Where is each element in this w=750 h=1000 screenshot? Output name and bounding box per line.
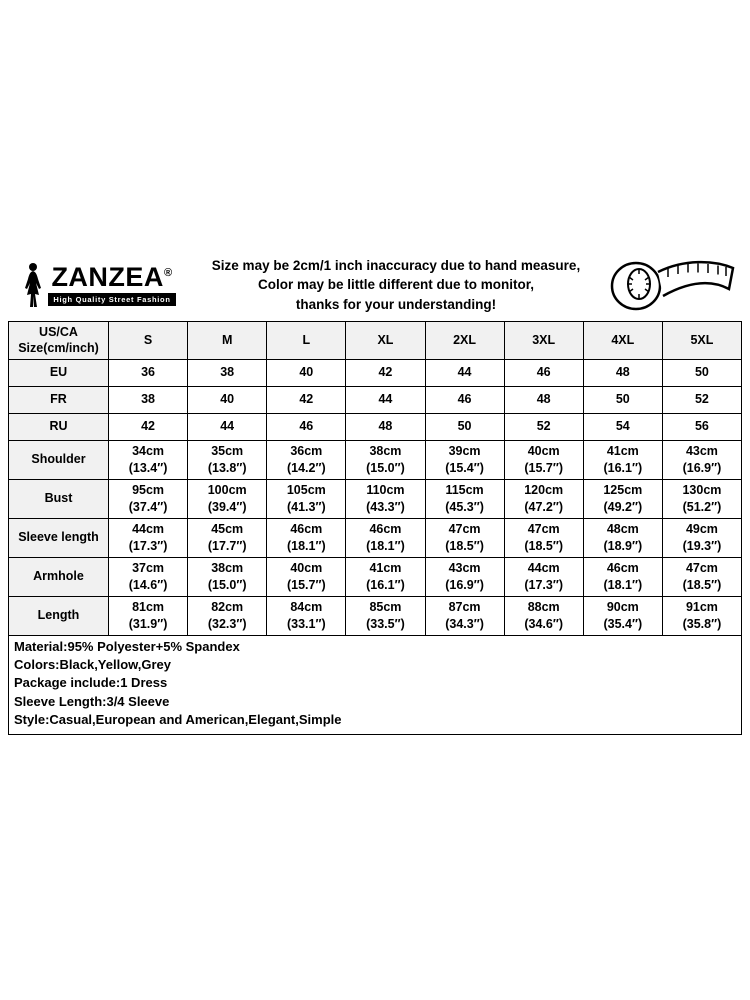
size-cell: 40cm (15.7″) xyxy=(267,557,346,596)
size-cell: 105cm (41.3″) xyxy=(267,479,346,518)
disclaimer-line-3: thanks for your understanding! xyxy=(295,296,497,312)
size-cell: 87cm (34.3″) xyxy=(425,596,504,635)
brand-logo xyxy=(8,262,190,308)
size-cell: 47cm (18.5″) xyxy=(504,518,583,557)
size-cell: 43cm (16.9″) xyxy=(425,557,504,596)
row-label: FR xyxy=(9,386,109,413)
table-row xyxy=(9,413,742,440)
size-cell: 44cm (17.3″) xyxy=(504,557,583,596)
column-header: L xyxy=(267,322,346,360)
size-cell: 41cm (16.1″) xyxy=(583,440,662,479)
brand-name-text: ZANZEA xyxy=(51,262,164,292)
row-label: Bust xyxy=(9,479,109,518)
size-cell: 34cm (13.4″) xyxy=(109,440,188,479)
table-row xyxy=(9,479,742,518)
size-cell: 35cm (13.8″) xyxy=(188,440,267,479)
size-cell: 38 xyxy=(188,359,267,386)
size-cell: 40 xyxy=(188,386,267,413)
size-cell: 56 xyxy=(662,413,741,440)
row-label: Shoulder xyxy=(9,440,109,479)
size-cell: 49cm (19.3″) xyxy=(662,518,741,557)
size-cell: 125cm (49.2″) xyxy=(583,479,662,518)
size-cell: 38cm (15.0″) xyxy=(188,557,267,596)
size-cell: 85cm (33.5″) xyxy=(346,596,425,635)
registered-mark: ® xyxy=(163,267,173,279)
measuring-tape-icon xyxy=(602,255,742,315)
product-info-line: Style:Casual,European and American,Elegant,Simple xyxy=(14,712,342,728)
disclaimer-line-2: Color may be little different due to monitor, xyxy=(257,277,535,293)
size-cell: 42 xyxy=(346,359,425,386)
row-label: Sleeve length xyxy=(9,518,109,557)
size-cell: 44 xyxy=(346,386,425,413)
size-cell: 41cm (16.1″) xyxy=(346,557,425,596)
size-table xyxy=(8,321,742,636)
product-info-line: Material:95% Polyester+5% Spandex xyxy=(14,638,240,654)
product-info-line: Package include:1 Dress xyxy=(14,675,168,691)
size-cell: 46 xyxy=(267,413,346,440)
size-cell: 42 xyxy=(267,386,346,413)
size-cell: 50 xyxy=(662,359,741,386)
size-cell: 81cm (31.9″) xyxy=(109,596,188,635)
size-cell: 52 xyxy=(662,386,741,413)
size-cell: 90cm (35.4″) xyxy=(583,596,662,635)
column-header: 2XL xyxy=(425,322,504,360)
size-cell: 44 xyxy=(425,359,504,386)
size-cell: 42 xyxy=(109,413,188,440)
size-cell: 82cm (32.3″) xyxy=(188,596,267,635)
product-info-line: Sleeve Length:3/4 Sleeve xyxy=(14,693,170,709)
corner-cell: US/CA Size(cm/inch) xyxy=(9,322,109,360)
row-label: Length xyxy=(9,596,109,635)
size-cell: 43cm (16.9″) xyxy=(662,440,741,479)
size-cell: 50 xyxy=(425,413,504,440)
table-row xyxy=(9,596,742,635)
size-cell: 84cm (33.1″) xyxy=(267,596,346,635)
brand-text xyxy=(48,264,175,306)
size-cell: 38cm (15.0″) xyxy=(346,440,425,479)
size-cell: 95cm (37.4″) xyxy=(109,479,188,518)
size-table-body xyxy=(9,359,742,635)
size-cell: 48 xyxy=(504,386,583,413)
size-cell: 40 xyxy=(267,359,346,386)
size-cell: 46cm (18.1″) xyxy=(583,557,662,596)
size-cell: 91cm (35.8″) xyxy=(662,596,741,635)
size-cell: 45cm (17.7″) xyxy=(188,518,267,557)
size-cell: 46 xyxy=(425,386,504,413)
size-cell: 46 xyxy=(504,359,583,386)
size-cell: 52 xyxy=(504,413,583,440)
column-header: S xyxy=(109,322,188,360)
table-row xyxy=(9,557,742,596)
row-label: EU xyxy=(9,359,109,386)
size-cell: 36cm (14.2″) xyxy=(267,440,346,479)
column-header: 3XL xyxy=(504,322,583,360)
woman-silhouette-icon xyxy=(22,262,44,308)
size-cell: 120cm (47.2″) xyxy=(504,479,583,518)
size-cell: 50 xyxy=(583,386,662,413)
size-cell: 40cm (15.7″) xyxy=(504,440,583,479)
size-cell: 48cm (18.9″) xyxy=(583,518,662,557)
size-cell: 100cm (39.4″) xyxy=(188,479,267,518)
size-cell: 36 xyxy=(109,359,188,386)
column-header: M xyxy=(188,322,267,360)
size-cell: 48 xyxy=(583,359,662,386)
size-cell: 88cm (34.6″) xyxy=(504,596,583,635)
column-header: XL xyxy=(346,322,425,360)
size-cell: 37cm (14.6″) xyxy=(109,557,188,596)
size-cell: 44cm (17.3″) xyxy=(109,518,188,557)
product-info-line: Colors:Black,Yellow,Grey xyxy=(14,656,172,672)
size-cell: 54 xyxy=(583,413,662,440)
size-cell: 48 xyxy=(346,413,425,440)
disclaimer-text xyxy=(190,256,602,315)
row-label: RU xyxy=(9,413,109,440)
column-header: 4XL xyxy=(583,322,662,360)
size-cell: 130cm (51.2″) xyxy=(662,479,741,518)
size-cell: 46cm (18.1″) xyxy=(346,518,425,557)
size-cell: 47cm (18.5″) xyxy=(662,557,741,596)
brand-tagline: High Quality Street Fashion xyxy=(48,293,175,306)
size-cell: 47cm (18.5″) xyxy=(425,518,504,557)
size-cell: 39cm (15.4″) xyxy=(425,440,504,479)
size-cell: 38 xyxy=(109,386,188,413)
chart-header xyxy=(8,253,742,321)
size-cell: 115cm (45.3″) xyxy=(425,479,504,518)
size-cell: 110cm (43.3″) xyxy=(346,479,425,518)
size-cell: 44 xyxy=(188,413,267,440)
table-row xyxy=(9,440,742,479)
table-row xyxy=(9,386,742,413)
table-row xyxy=(9,518,742,557)
size-cell: 46cm (18.1″) xyxy=(267,518,346,557)
product-info xyxy=(8,636,742,735)
size-table-header-row xyxy=(9,322,742,360)
brand-name xyxy=(51,264,172,291)
disclaimer-line-1: Size may be 2cm/1 inch inaccuracy due to hand measure, xyxy=(211,257,581,273)
column-header: 5XL xyxy=(662,322,741,360)
row-label: Armhole xyxy=(9,557,109,596)
table-row xyxy=(9,359,742,386)
size-table-head xyxy=(9,322,742,360)
